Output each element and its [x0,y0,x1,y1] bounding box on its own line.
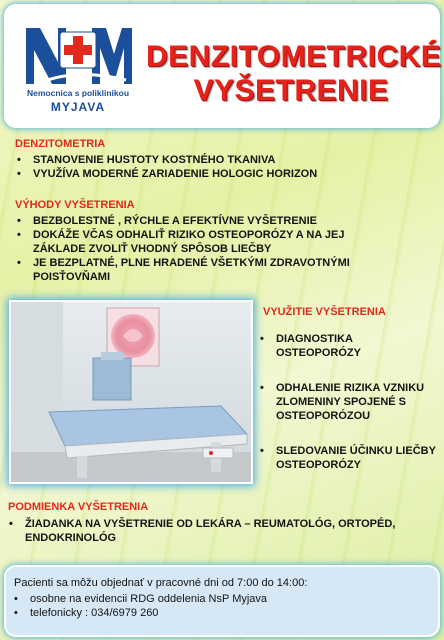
title-line-1: DENZITOMETRICKÉ [146,40,442,73]
list-item: • osobne na evidencii RDG oddelenia NsP Myjava [10,592,267,606]
list-item: • ŽIADANKA NA VYŠETRENIE OD LEKÁRA – REUMATOLÓG, ORTOPÉD, ENDOKRINOLÓG [5,517,405,545]
list-item: • JE BEZPLATNÉ, PLNE HRADENÉ VŠETKÝMI ZDRAVOTNÝMI POISŤOVŇAMI [13,256,398,284]
list-item: • DOKÁŽE VČAS ODHALIŤ RIZIKO OSTEOPORÓZY A NA JEJ ZÁKLADE ZVOLIŤ VHODNÝ SPÔSOB LIEČBY [13,228,398,256]
logo-mark-icon [22,24,134,88]
densitometry-list [13,153,438,181]
logo-city: MYJAVA [50,100,106,114]
logo-subtitle: Nemocnica s poliklinikou [26,88,130,98]
contact-intro: Pacienti sa môžu objednať v pracovné dni od 7:00 do 14:00: [14,577,308,589]
usage-list [256,332,438,493]
densitometry-heading: DENZITOMETRIA [15,138,106,150]
condition-list [5,517,405,545]
densitometer-photo [11,302,251,482]
contact-box [6,567,438,635]
condition-heading: PODMIENKA VYŠETRENIA [8,501,149,513]
list-item: • DIAGNOSTIKA OSTEOPORÓZY [256,332,438,360]
header-banner [6,6,442,126]
densitometer-image-icon [11,302,251,482]
page-title [146,40,442,108]
hospital-logo [22,24,134,120]
usage-heading: VYUŽITIE VYŠETRENIA [263,306,386,318]
list-item: • BEZBOLESTNÉ , RÝCHLE A EFEKTÍVNE VYŠETRENIE [13,214,398,228]
list-item: • STANOVENIE HUSTOTY KOSTNÉHO TKANIVA [13,153,438,167]
advantages-list [13,214,398,284]
advantages-heading: VÝHODY VYŠETRENIA [15,199,135,211]
list-item: • SLEDOVANIE ÚČINKU LIEČBY OSTEOPORÓZY [256,444,438,472]
list-item: • ODHALENIE RIZIKA VZNIKU ZLOMENINY SPOJENÉ S OSTEOPORÓZOU [256,381,438,423]
title-line-2: VYŠETRENIE [193,74,389,107]
list-item: • telefonicky : 034/6979 260 [10,606,267,620]
contact-list [10,592,267,620]
list-item: • VYUŽÍVA MODERNÉ ZARIADENIE HOLOGIC HORIZON [13,167,438,181]
